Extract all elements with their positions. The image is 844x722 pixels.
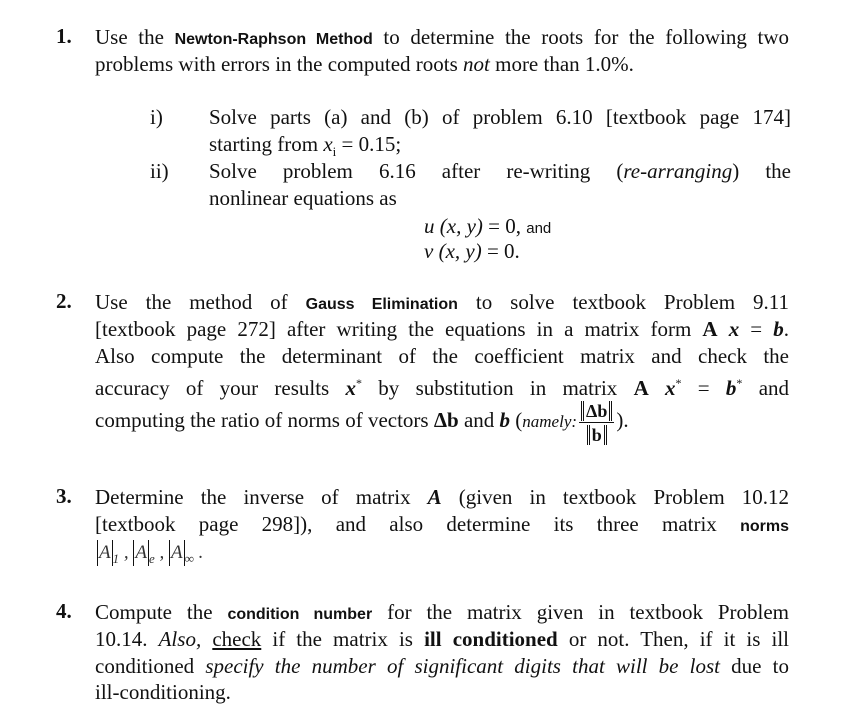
q1-i-line-2: starting from $x_i = 0.15$; xyxy=(209,132,402,160)
q4-line-1: Compute the condition number for the matrix given in textbook Problem xyxy=(95,600,790,624)
equation-u: u (x, y) = 0, and xyxy=(424,214,552,238)
subitem-label: ii) xyxy=(150,159,169,183)
norms-term: norms xyxy=(740,518,789,535)
q4-line-2: 10.14. Also, check if the matrix is ill conditioned or not. Then, if it is ill xyxy=(95,627,790,651)
q3-line-2: [textbook page 298]), and also determine its three matrix norms xyxy=(95,512,789,536)
equation-v: v (x, y) = 0. xyxy=(424,239,520,263)
q1-line-2: problems with errors in the computed roots not more than 1.0%. xyxy=(95,52,634,76)
norm-inf: A xyxy=(169,540,185,566)
condition-number-term: condition number xyxy=(227,606,373,623)
newton-raphson-term: Newton-Raphson Method xyxy=(174,31,373,48)
q2-line-5: computing the ratio of norms of vectors Δb and b (namely: $\frac{\Delta b}{b}$ ). xyxy=(95,400,629,445)
q1-line-1: Use the Newton-Raphson Method to determine the roots for the following two xyxy=(95,25,789,49)
q4-line-4: ill-conditioning. xyxy=(95,680,231,704)
matrix-norms: A $_1$ , A $_e$ , A $_\infty$ . xyxy=(99,542,204,566)
q2-line-3: Also compute the determinant of the coefficient matrix and check the xyxy=(95,344,789,368)
q2-line-4: accuracy of your results x* by substitution in matrix A x* = b* and xyxy=(95,376,790,400)
norm-ratio-fraction: $\frac{\Delta b}{b}$ xyxy=(579,400,614,445)
subitem-label: i) xyxy=(150,105,163,129)
norm-e: A xyxy=(133,540,149,566)
q4-line-3: conditioned specify the number of significant digits that will be lost due to xyxy=(95,654,789,678)
q3-line-1: Determine the inverse of matrix A (given in textbook Problem 10.12 xyxy=(95,485,790,509)
question-number: 3. xyxy=(56,484,72,508)
question-number: 4. xyxy=(56,599,72,623)
q2-line-2: [textbook page 272] after writing the equations in a matrix form A x = b. xyxy=(95,317,790,341)
q1-i-line-1: Solve parts (a) and (b) of problem 6.10 [textbook page 174] xyxy=(209,105,791,129)
gauss-elimination-term: Gauss Elimination xyxy=(305,296,458,313)
q1-ii-line-1: Solve problem 6.16 after re-writing (re-arranging) the xyxy=(209,159,791,183)
question-number: 1. xyxy=(56,24,72,48)
question-number: 2. xyxy=(56,289,72,313)
q2-line-1: Use the method of Gauss Elimination to solve textbook Problem 9.11 xyxy=(95,290,789,314)
q1-ii-line-2: nonlinear equations as xyxy=(209,186,397,210)
norm-1: A xyxy=(97,540,113,566)
